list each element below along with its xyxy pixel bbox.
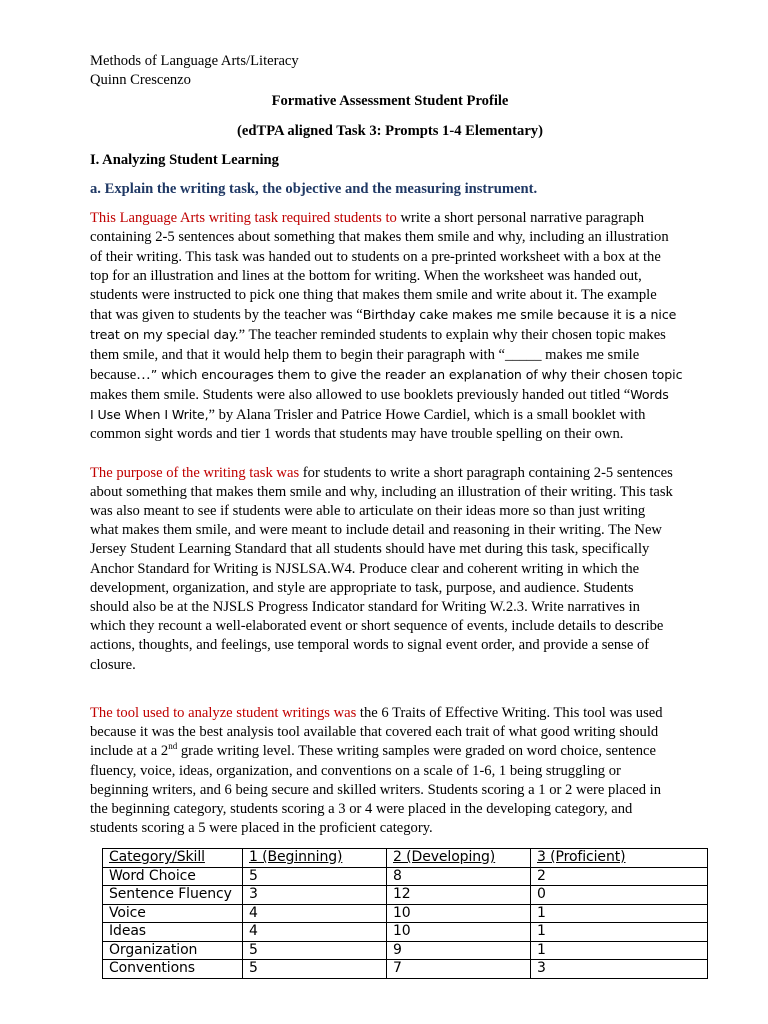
table-cell: 12 (387, 886, 531, 905)
table-cell: Ideas (103, 923, 243, 942)
document-page (90, 52, 690, 838)
table-cell: 1 (531, 941, 708, 960)
section-subheading: a. Explain the writing task, the objective and the measuring instrument. (90, 181, 538, 198)
table-header-cell: 1 (Beginning) (243, 849, 387, 868)
table-cell: Sentence Fluency (103, 886, 243, 905)
table-row (103, 941, 708, 960)
table-cell: 1 (531, 923, 708, 942)
table-row (103, 904, 708, 923)
table-cell: 3 (531, 960, 708, 979)
table-row (103, 960, 708, 979)
table-cell: Word Choice (103, 867, 243, 886)
table-cell: 4 (243, 904, 387, 923)
table-header-cell: 3 (Proficient) (531, 849, 708, 868)
document-subtitle: (edTPA aligned Task 3: Prompts 1-4 Elementary) (237, 122, 543, 139)
table-row (103, 923, 708, 942)
table-cell: 2 (531, 867, 708, 886)
course-name: Methods of Language Arts/Literacy (90, 53, 299, 69)
table-cell: Conventions (103, 960, 243, 979)
document-title: Formative Assessment Student Profile (271, 93, 509, 110)
paragraph-tool: The tool used to analyze student writings was the 6 Traits of Effective Writing. This tool was used because it was the best analysis tool available that covered each trait of what good writing should include at a 2nd grade writing level. These writing samples were graded on word choice, sentence fluency, voice, ideas, organization, and conventions on a scale of 1-6, 1 being struggling or beginning writers, and 6 being secure and skilled writers. Students scoring a 1 or 2 were placed in the beginning category, students scoring a 3 or 4 were placed in the developing category, and students scoring a 5 were placed in the proficient category. (90, 704, 663, 837)
table-cell: 9 (387, 941, 531, 960)
paragraph-writing-task: This Language Arts writing task required students to write a short personal narrative paragraph containing 2-5 sentences about something that makes them smile and why, including an illustration of their writing. This task was handed out to students on a pre-printed worksheet with a box at the top for an illustration and lines at the bottom for writing. When the worksheet was handed out, students were instructed to pick one thing that makes them smile and write about it. The example that was given to students by the teacher was “Birthday cake makes me smile because it is a nice treat on my special day.” The teacher reminded students to explain why their chosen topic makes them smile, and that it would help them to begin their paragraph with “_____ makes me smile because…” which encourages them to give the reader an explanation of why their chosen topic makes them smile. Students were also allowed to use booklets previously handed out titled “Words I Use When I Write,” by Alana Trisler and Patrice Howe Cardiel, which is a small booklet with common sight words and tier 1 words that students may have trouble spelling on their own. (90, 210, 683, 443)
section-heading: I. Analyzing Student Learning (90, 151, 279, 168)
table-cell: Voice (103, 904, 243, 923)
table-cell: Organization (103, 941, 243, 960)
table-cell: 7 (387, 960, 531, 979)
table-cell: 5 (243, 867, 387, 886)
handwritten-example: Birthday cake makes me smile because it is a nice (362, 307, 677, 323)
table-row (103, 867, 708, 886)
paragraph-lead: The tool used to analyze student writings was (90, 704, 357, 721)
paragraph-purpose: The purpose of the writing task was for students to write a short paragraph containing 2-5 sentences about something that makes them smile and why, including an illustration of their writing. This task was also meant to see if students were able to articulate on their ideas more so than just writing what makes them smile, and were meant to include detail and reasoning in their writing. The New Jersey Student Learning Standard that all students should have met during this task, specifically Anchor Standard for Writing is NJSLSA.W4. Produce clear and coherent writing in which the development, organization, and style are appropriate to task, purpose, and audience. Students should also be at the NJSLS Progress Indicator standard for Writing W.2.3. Write narratives in which they recount a well-elaborated event or short sequence of events, include details to describe actions, thoughts, and feelings, use temporal words to signal event order, and provide a sense of closure. (90, 464, 673, 673)
table-cell: 10 (387, 923, 531, 942)
table-row (103, 886, 708, 905)
table-header-cell: 2 (Developing) (387, 849, 531, 868)
table-cell: 5 (243, 941, 387, 960)
paragraph-lead: The purpose of the writing task was (90, 464, 300, 481)
paragraph-lead: This Language Arts writing task required students to (90, 210, 397, 227)
table-cell: 8 (387, 867, 531, 886)
table-header-cell: Category/Skill (103, 849, 243, 868)
table-cell: 0 (531, 886, 708, 905)
table-cell: 5 (243, 960, 387, 979)
author-name: Quinn Crescenzo (90, 72, 191, 89)
booklet-title: I Use When I Write, (90, 407, 209, 423)
table-cell: 1 (531, 904, 708, 923)
table-cell: 4 (243, 923, 387, 942)
table-cell: 10 (387, 904, 531, 923)
table-header-row (103, 849, 708, 868)
table-cell: 3 (243, 886, 387, 905)
scores-table (102, 848, 708, 979)
